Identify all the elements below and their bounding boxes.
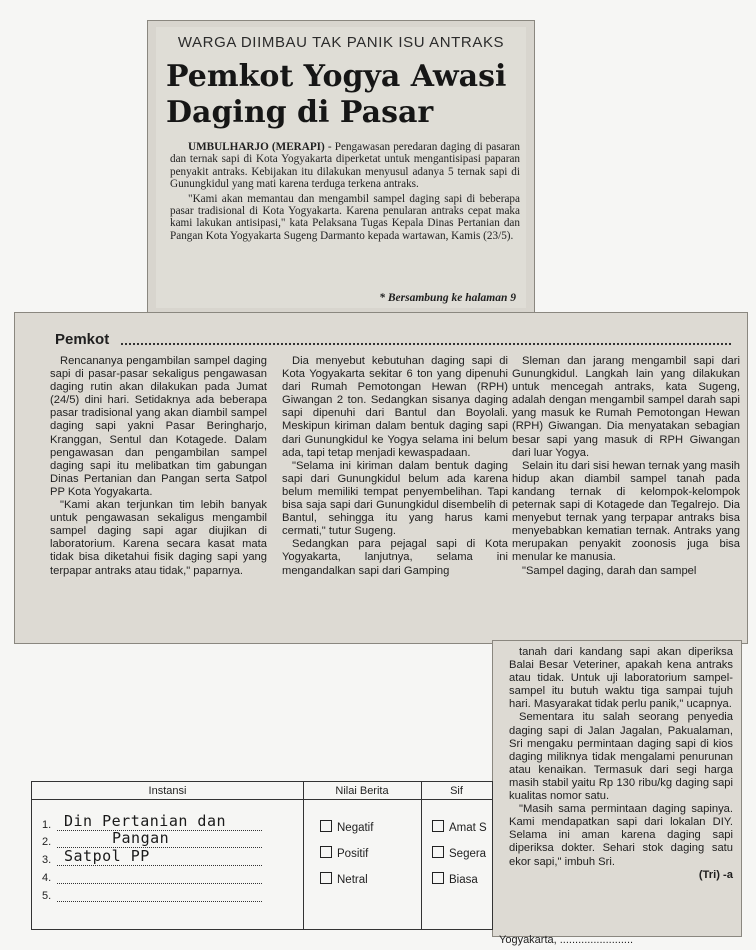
row-line[interactable] — [57, 873, 262, 884]
option-negatif[interactable] — [320, 820, 373, 834]
column-3-paragraph: Sleman dan jarang mengambil sapi dari Gunungkidul. Langkah lain yang dilakukan untuk mencegah antraks, kata Sugeng, adalah dengan mengambil sampel darah sapi yang masuk ke Rumah Pemotongan Hewan (RPH) Giwangan. Dia menyatakan sebagian besar sapi yang masuk di RPH Giwangan dari luar Yogya. — [512, 355, 740, 459]
lead-clipping — [147, 20, 535, 315]
column-2-paragraph: "Selama ini kiriman dalam bentuk daging sapi dari Gunungkidul belum ada karena belum memiliki tempat penyembelihan. Tapi bisa saja sapi dari Gunungkidul disembelih di Bantul, sehingga itu yang harus kami cermati," tutur Sugeng. — [282, 459, 508, 538]
header-sifat: Sif — [450, 785, 463, 797]
option-label: Positif — [337, 848, 369, 860]
dateline: UMBULHARJO (MERAPI) — [188, 141, 325, 153]
headline-line-2: Daging di Pasar — [166, 95, 434, 130]
checkbox[interactable] — [432, 820, 444, 832]
column-1 — [50, 355, 267, 578]
row-number: 2. — [42, 836, 52, 848]
instansi-row-5 — [42, 890, 262, 902]
option-label: Biasa — [449, 874, 478, 886]
section-label: Pemkot — [55, 331, 110, 348]
column-2-paragraph: Sedangkan para pejagal sapi di Kota Yogyakarta, lanjutnya, selama ini mengandalkan sapi dari Gamping — [282, 538, 508, 577]
lead-clipping-inner — [156, 27, 526, 308]
continued-note: * Bersambung ke halaman 9 — [379, 292, 516, 304]
option-positif[interactable] — [320, 846, 368, 860]
column-2 — [282, 355, 508, 578]
lead-paragraph-2: "Kami akan memantau dan mengambil sampel daging sapi di beberapa pasar tradisional di Kota Yogyakarta. Karena penularan antraks cepat maka kami lakukan antisipasi," kata Pelaksana Tugas Kepala Dinas Pertanian dan Pangan Kota Yogyakarta Sugeng Darmanto kepada wartawan, Kamis (23/5). — [170, 192, 520, 242]
option-label: Amat S — [449, 822, 487, 834]
instansi-row-4 — [42, 872, 262, 884]
checkbox[interactable] — [320, 820, 332, 832]
lead-text — [170, 141, 520, 242]
option-netral[interactable] — [320, 872, 368, 886]
lead-body-1: - Pengawasan peredaran daging di pasaran dan ternak sapi di Kota Yogyakarta diperketat untuk mengantisipasi paparan penyakit antraks. Kebijakan itu dilakukan menyusul adanya 5 ternak sapi di Gunungkidul yang mati karena terduga terkena antraks. — [170, 141, 521, 191]
checkbox[interactable] — [320, 846, 332, 858]
option-label: Segera — [449, 848, 487, 860]
row-number: 5. — [42, 890, 52, 902]
section-dotted-rule — [121, 343, 731, 345]
header-instansi: Instansi — [148, 785, 187, 797]
headline — [166, 59, 526, 131]
column-4-paragraph: Sementara itu salah seorang penyedia daging sapi di Jalan Jagalan, Pakualaman, Sri mengaku permintaan daging sapi di kios daging miliknya tidak mengalami penurunan atau kenaikan. Termasuk dari segi harga masih stabil yaitu Rp 130 ribu/kg daging sapi kualitas nomor satu. — [509, 711, 733, 803]
footer-date-line: Yogyakarta, ........................ — [499, 934, 634, 946]
option-amat-segera[interactable] — [432, 820, 487, 834]
column-3-paragraph: Selain itu dari sisi hewan ternak yang masih hidup akan diambil sampel tanah pada kandang ternak di kelompok-kelompok peternak sapi di Kotagede dan Tegalrejo. Dia menyebut ternak yang terpapar antraks bisa menyebabkan kematian ternak. Antraks yang merupakan penyakit zoonosis juga bisa menular ke manusia. — [512, 459, 740, 564]
form-divider — [303, 782, 304, 929]
option-label: Netral — [337, 874, 368, 886]
checkbox[interactable] — [432, 872, 444, 884]
column-3-paragraph: "Sampel daging, darah dan sampel — [522, 564, 697, 577]
row-number: 3. — [42, 854, 52, 866]
column-1-paragraph: "Kami akan terjunkan tim lebih banyak untuk pengawasan sekaligus mengambil sampel daging sapi agar diujikan di laboratorium. Karena secara kasat mata tidak bisa diketahui fisik daging sapi yang terpapar antraks atau tidak," paparnya. — [50, 499, 267, 577]
column-2-paragraph: Dia menyebut kebutuhan daging sapi di Kota Yogyakarta sekitar 6 ton yang dipenuhi dari Rumah Pemotongan Hewan (RPH) Giwangan 2 ton. Sedangkan sisanya daging sapi dipenuhi dari Bantul dan Boyolali. Meskipun kiriman dalam bentuk daging sapi dari Gunungkidul ke Yogya selama ini belum ada, tapi tetap menjadi kewaspadaan. — [282, 355, 508, 459]
row-number: 4. — [42, 872, 52, 884]
option-label: Negatif — [337, 822, 374, 834]
body-clipping — [14, 312, 748, 644]
column-4-paragraph: "Masih sama permintaan daging sapinya. Kami mendapatkan sapi dari lokalan DIY. Selama ini aman karena daging sapi diperiksa dokter. Sehari stok daging satu ekor sapi," imbuh Sri. — [509, 803, 733, 868]
column-4 — [509, 646, 733, 882]
option-biasa[interactable] — [432, 872, 478, 886]
headline-line-1: Pemkot Yogya Awasi — [166, 59, 507, 94]
column-3 — [512, 355, 740, 578]
classification-form — [31, 781, 493, 930]
header-nilai-berita: Nilai Berita — [335, 785, 389, 797]
kicker: WARGA DIIMBAU TAK PANIK ISU ANTRAKS — [177, 34, 505, 51]
handwritten-entry-2: Pangan — [112, 829, 170, 847]
column-1-paragraph: Rencananya pengambilan sampel daging sapi di pasar-pasar sekaligus pengawasan daging rutin akan dilakukan pada Jumat (24/5) dini hari. Setidaknya ada beberapa pasar tradisional yang akan diambil sampel daging sapi yakni Pasar Beringharjo, Kranggan, Sentul dan Kotagede. Dalam pengawasan dan pengambilan sampel daging sapi itu melibatkan tim gabungan Dinas Pertanian dan Pangan serta Satpol PP Kota Yogyakarta. — [50, 355, 267, 498]
signature: (Tri) -a — [698, 868, 733, 881]
column-4-paragraph: tanah dari kandang sapi akan diperiksa Balai Besar Veteriner, apakah kena antraks atau tidak. Untuk uji laboratorium sampel-sampel itu butuh waktu tiga sampai tujuh hari. Masyarakat tidak perlu panik," ucapnya. — [509, 646, 733, 711]
row-line[interactable] — [57, 891, 262, 902]
checkbox[interactable] — [320, 872, 332, 884]
row-number: 1. — [42, 819, 52, 831]
lead-paragraph-1 — [170, 141, 520, 191]
checkbox[interactable] — [432, 846, 444, 858]
option-segera[interactable] — [432, 846, 486, 860]
form-divider — [421, 782, 422, 929]
side-clipping — [492, 640, 742, 937]
handwritten-entry-1: Din Pertanian dan — [64, 812, 227, 830]
handwritten-entry-3: Satpol PP — [64, 847, 150, 865]
